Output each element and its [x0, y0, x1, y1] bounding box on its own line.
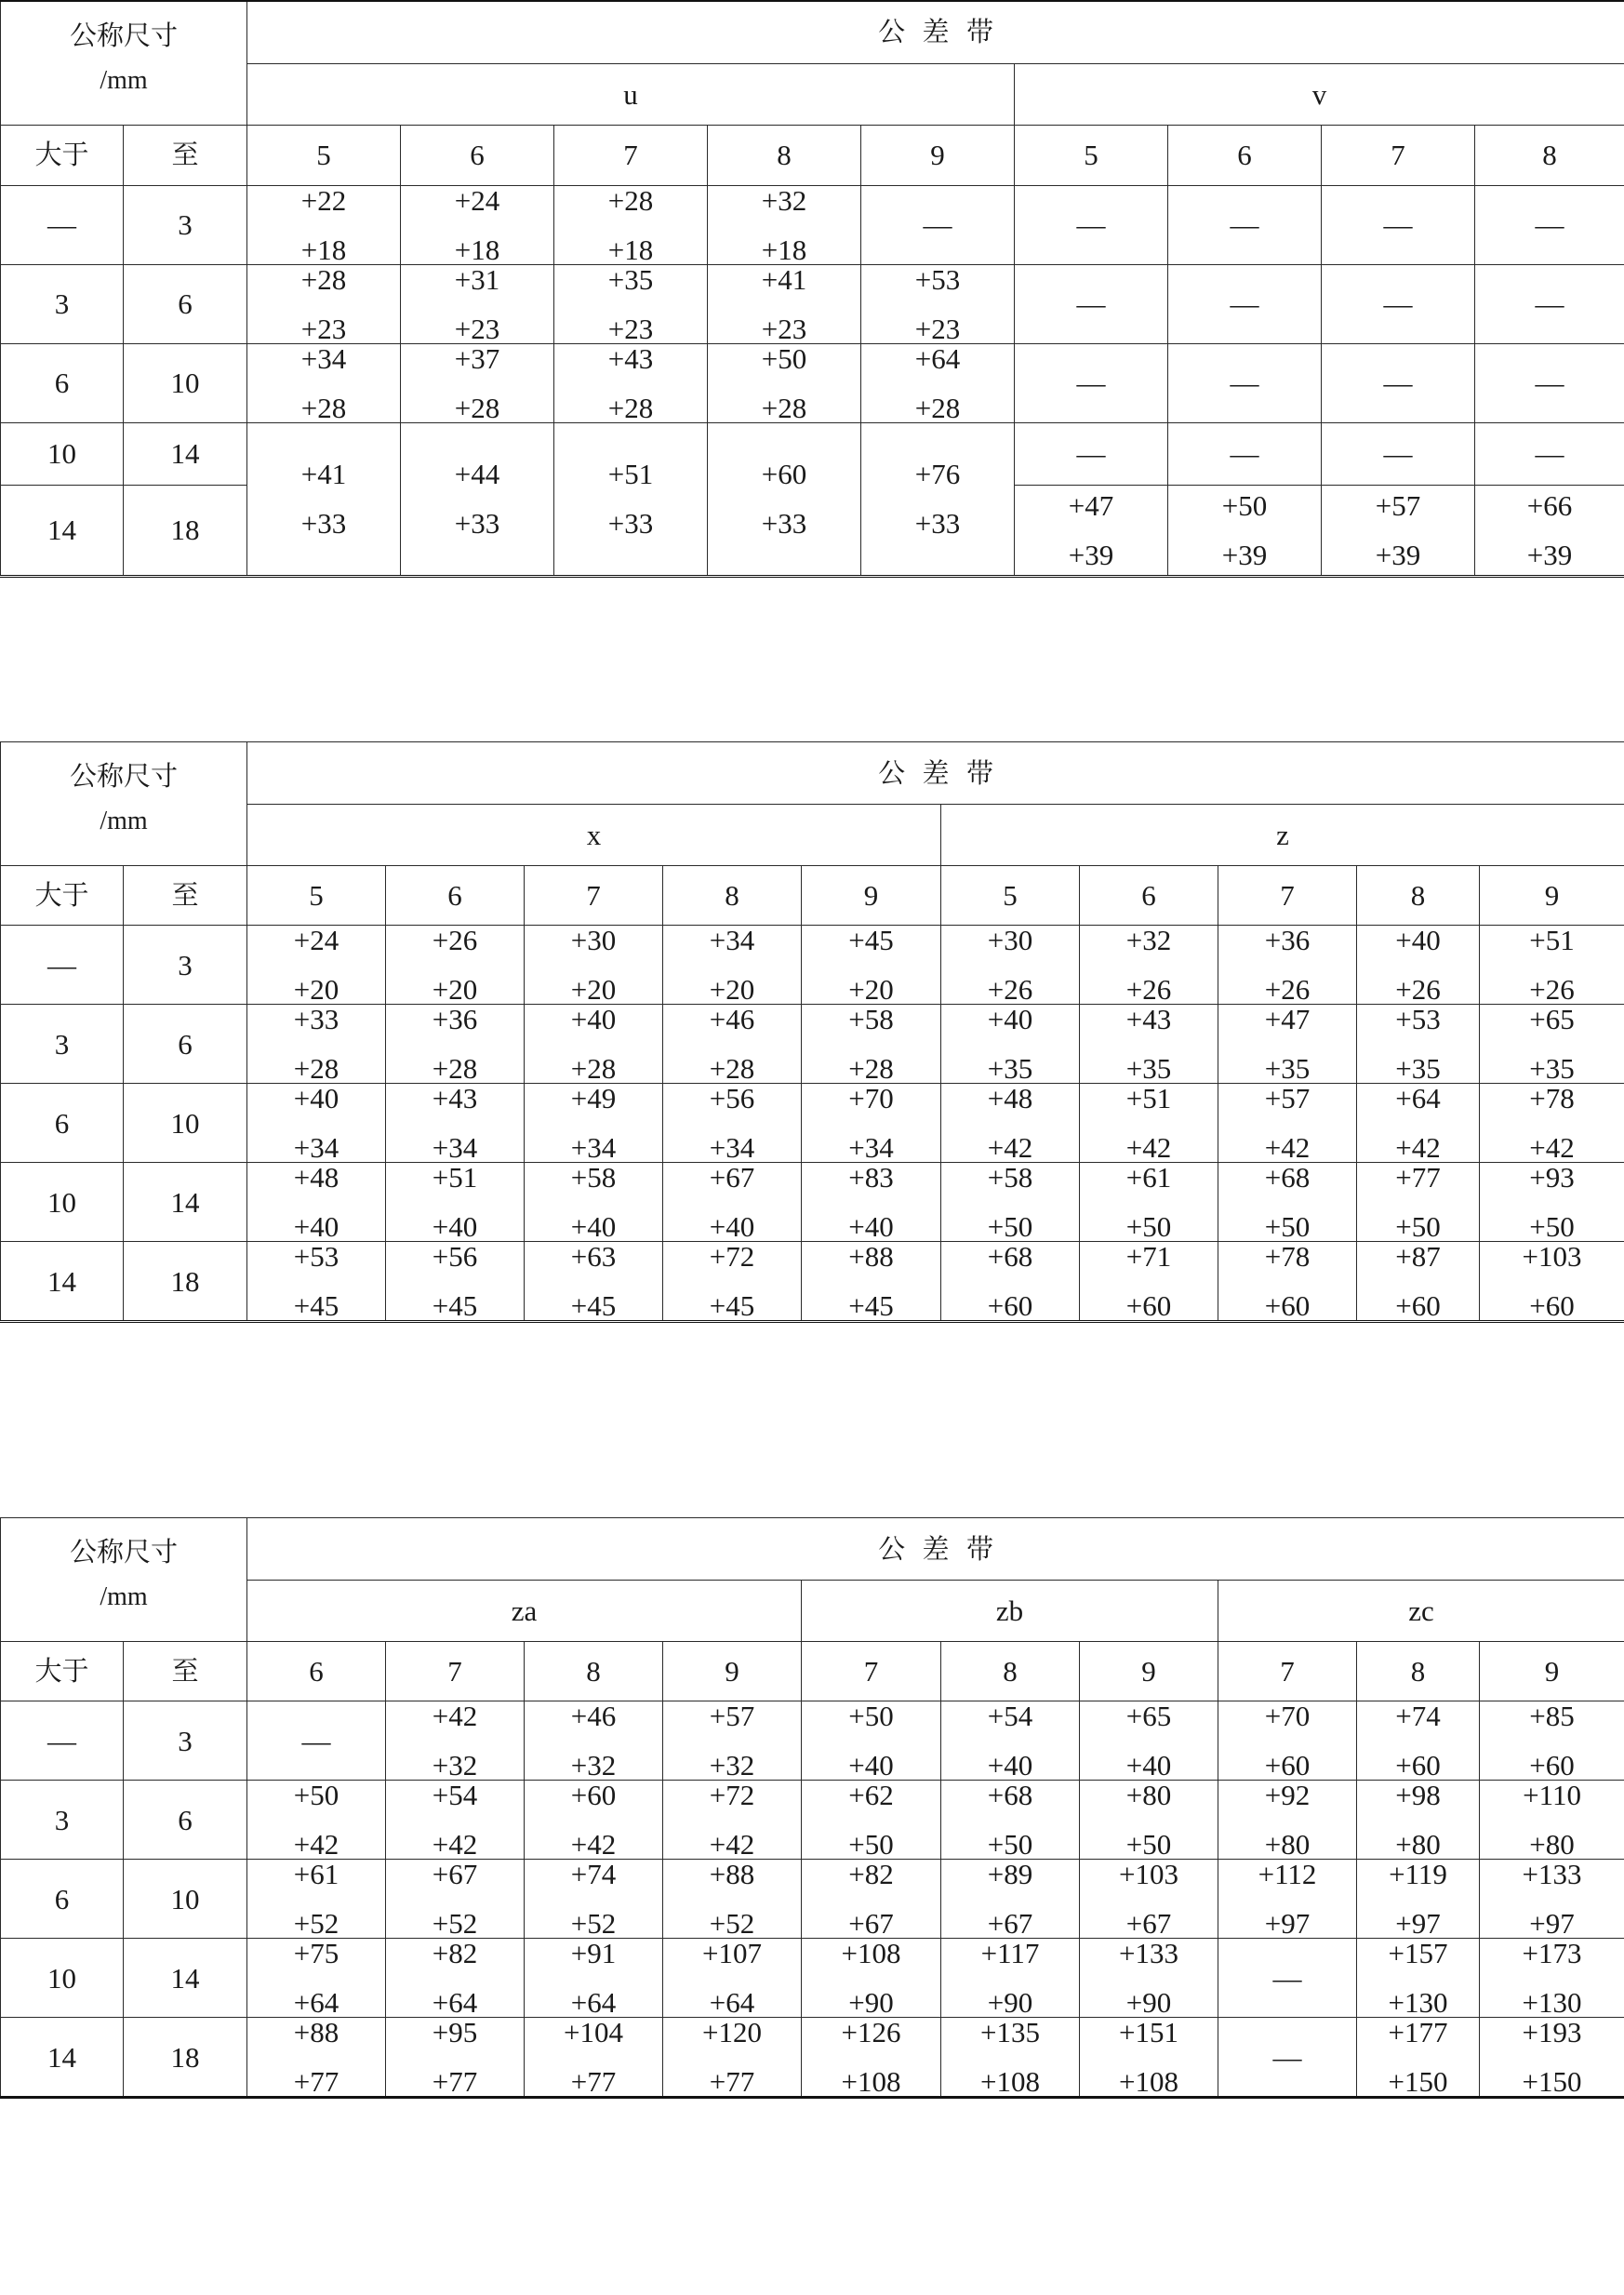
- size-to: 10: [124, 1084, 247, 1163]
- tol-cell: +50 +39: [1168, 485, 1322, 576]
- size-to: 18: [124, 2018, 247, 2098]
- grade-header: 7: [1322, 125, 1475, 185]
- tol-cell: +193 +150: [1480, 2018, 1624, 2098]
- grade-header: 9: [1480, 866, 1624, 926]
- col-over-header: 大于: [1, 866, 124, 926]
- table-row: [1, 1242, 1624, 1322]
- tol-cell: +63 +45: [525, 1242, 663, 1322]
- tol-cell: +108 +90: [802, 1939, 941, 2018]
- tol-cell-empty: —: [1475, 422, 1624, 485]
- tol-cell: +58 +40: [525, 1163, 663, 1242]
- tol-cell: +22 +18: [247, 185, 401, 264]
- size-to: 10: [124, 343, 247, 422]
- group-header-zc: zc: [1218, 1581, 1624, 1642]
- grade-header-row: [1, 125, 1624, 185]
- tol-cell: +64 +42: [1357, 1084, 1480, 1163]
- tolerance-table-za-zb-zc: [0, 1517, 1624, 2099]
- size-over: 6: [1, 1860, 124, 1939]
- grade-header: 8: [708, 125, 861, 185]
- tol-cell: +35 +23: [554, 264, 708, 343]
- tol-cell: +58 +28: [802, 1005, 941, 1084]
- tol-cell: +71 +60: [1080, 1242, 1218, 1322]
- tolerance-table-u-v: [0, 0, 1624, 578]
- size-over: 14: [1, 485, 124, 576]
- tol-cell: +47 +35: [1218, 1005, 1357, 1084]
- tol-cell: +70 +34: [802, 1084, 941, 1163]
- nominal-size-header: 公称尺寸 /mm: [1, 742, 247, 866]
- tol-cell: +42 +32: [386, 1701, 525, 1781]
- size-to: 14: [124, 1163, 247, 1242]
- group-header-zb: zb: [802, 1581, 1218, 1642]
- tol-cell-empty: —: [1168, 185, 1322, 264]
- col-over-header: 大于: [1, 125, 124, 185]
- group-header-x: x: [247, 805, 941, 866]
- tol-cell-empty: —: [1322, 264, 1475, 343]
- tol-cell: +51 +33: [554, 422, 708, 576]
- tol-cell: +85 +60: [1480, 1701, 1624, 1781]
- tol-cell: +28 +23: [247, 264, 401, 343]
- tol-cell-empty: —: [1475, 343, 1624, 422]
- table-row: [1, 2018, 1624, 2098]
- table-row: [1, 1005, 1624, 1084]
- grade-header: 9: [1480, 1642, 1624, 1701]
- tol-cell: +40 +26: [1357, 926, 1480, 1005]
- grade-header: 6: [1168, 125, 1322, 185]
- tol-cell: +53 +35: [1357, 1005, 1480, 1084]
- grade-header: 9: [663, 1642, 802, 1701]
- group-header-za: za: [247, 1581, 802, 1642]
- tol-cell: +60 +33: [708, 422, 861, 576]
- tol-cell: +36 +26: [1218, 926, 1357, 1005]
- grade-header: 8: [1357, 1642, 1480, 1701]
- size-over: 10: [1, 1939, 124, 2018]
- tol-cell: +133 +97: [1480, 1860, 1624, 1939]
- tolerance-band-title: 公 差 带: [247, 1518, 1624, 1581]
- table-row: [1, 1084, 1624, 1163]
- tol-cell: +32 +18: [708, 185, 861, 264]
- tol-cell: +26 +20: [386, 926, 525, 1005]
- tol-cell: +98 +80: [1357, 1781, 1480, 1860]
- tol-cell: +41 +23: [708, 264, 861, 343]
- col-to-header: 至: [124, 125, 247, 185]
- tol-cell-empty: —: [1015, 185, 1168, 264]
- tol-cell-empty: —: [1322, 185, 1475, 264]
- tol-cell: +57 +39: [1322, 485, 1475, 576]
- tol-cell: +47 +39: [1015, 485, 1168, 576]
- tol-cell: +76 +33: [861, 422, 1015, 576]
- tol-cell: +126 +108: [802, 2018, 941, 2098]
- tol-cell: +62 +50: [802, 1781, 941, 1860]
- table-row: [1, 1939, 1624, 2018]
- grade-header: 7: [554, 125, 708, 185]
- tol-cell: +151 +108: [1080, 2018, 1218, 2098]
- size-over: 10: [1, 422, 124, 485]
- grade-header: 9: [861, 125, 1015, 185]
- tol-cell: +64 +28: [861, 343, 1015, 422]
- table-row: [1, 1701, 1624, 1781]
- tol-cell: +68 +60: [941, 1242, 1080, 1322]
- tol-cell: +40 +35: [941, 1005, 1080, 1084]
- tol-cell: +88 +45: [802, 1242, 941, 1322]
- size-over: —: [1, 926, 124, 1005]
- tol-cell: +68 +50: [1218, 1163, 1357, 1242]
- table-row: [1, 343, 1624, 422]
- tol-cell: +95 +77: [386, 2018, 525, 2098]
- size-over: 6: [1, 1084, 124, 1163]
- tol-cell: +104 +77: [525, 2018, 663, 2098]
- tol-cell: +72 +42: [663, 1781, 802, 1860]
- table-row: [1, 1781, 1624, 1860]
- nominal-size-header: 公称尺寸 /mm: [1, 1, 247, 125]
- tol-cell: +43 +28: [554, 343, 708, 422]
- size-over: —: [1, 1701, 124, 1781]
- tol-cell: +133 +90: [1080, 1939, 1218, 2018]
- tol-cell: +53 +23: [861, 264, 1015, 343]
- tol-cell: +43 +34: [386, 1084, 525, 1163]
- tol-cell: +173 +130: [1480, 1939, 1624, 2018]
- tol-cell: +78 +42: [1480, 1084, 1624, 1163]
- grade-header: 7: [802, 1642, 941, 1701]
- grade-header: 7: [525, 866, 663, 926]
- tol-cell: +65 +40: [1080, 1701, 1218, 1781]
- tol-cell: +43 +35: [1080, 1005, 1218, 1084]
- tol-cell: +46 +28: [663, 1005, 802, 1084]
- tol-cell-empty: —: [1322, 422, 1475, 485]
- tol-cell: +41 +33: [247, 422, 401, 576]
- tol-cell: +24 +18: [401, 185, 554, 264]
- tol-cell: +57 +42: [1218, 1084, 1357, 1163]
- tol-cell-empty: —: [1475, 185, 1624, 264]
- col-over-header: 大于: [1, 1642, 124, 1701]
- tol-cell: +70 +60: [1218, 1701, 1357, 1781]
- tol-cell: +89 +67: [941, 1860, 1080, 1939]
- tol-cell: +56 +34: [663, 1084, 802, 1163]
- tol-cell: +50 +40: [802, 1701, 941, 1781]
- tol-cell: +24 +20: [247, 926, 386, 1005]
- tolerance-band-title: 公 差 带: [247, 742, 1624, 805]
- tol-cell: +36 +28: [386, 1005, 525, 1084]
- grade-header: 5: [941, 866, 1080, 926]
- col-to-header: 至: [124, 1642, 247, 1701]
- tol-cell: +51 +40: [386, 1163, 525, 1242]
- tol-cell-empty: —: [1218, 2018, 1357, 2098]
- tol-cell: +91 +64: [525, 1939, 663, 2018]
- tol-cell: +77 +50: [1357, 1163, 1480, 1242]
- tol-cell: +88 +52: [663, 1860, 802, 1939]
- tol-cell-empty: —: [1015, 422, 1168, 485]
- grade-header: 7: [1218, 1642, 1357, 1701]
- tol-cell: +177 +150: [1357, 2018, 1480, 2098]
- grade-header: 5: [1015, 125, 1168, 185]
- tol-cell: +44 +33: [401, 422, 554, 576]
- grade-header: 6: [247, 1642, 386, 1701]
- tol-cell: +135 +108: [941, 2018, 1080, 2098]
- tol-cell-empty: —: [1168, 264, 1322, 343]
- size-over: 3: [1, 1781, 124, 1860]
- grade-header: 5: [247, 866, 386, 926]
- tol-cell-empty: —: [1168, 422, 1322, 485]
- tol-cell: +57 +32: [663, 1701, 802, 1781]
- tol-cell: +30 +26: [941, 926, 1080, 1005]
- grade-header: 8: [1475, 125, 1624, 185]
- tol-cell: +67 +52: [386, 1860, 525, 1939]
- tol-cell: +33 +28: [247, 1005, 386, 1084]
- size-to: 6: [124, 1781, 247, 1860]
- size-to: 14: [124, 422, 247, 485]
- tol-cell: +40 +34: [247, 1084, 386, 1163]
- size-over: —: [1, 185, 124, 264]
- tol-cell: +66 +39: [1475, 485, 1624, 576]
- tol-cell: +56 +45: [386, 1242, 525, 1322]
- size-over: 6: [1, 343, 124, 422]
- tol-cell: +60 +42: [525, 1781, 663, 1860]
- tol-cell: +74 +60: [1357, 1701, 1480, 1781]
- grade-header: 7: [1218, 866, 1357, 926]
- tol-cell: +48 +40: [247, 1163, 386, 1242]
- tol-cell: +75 +64: [247, 1939, 386, 2018]
- tol-cell: +103 +67: [1080, 1860, 1218, 1939]
- tol-cell: +37 +28: [401, 343, 554, 422]
- col-to-header: 至: [124, 866, 247, 926]
- grade-header: 6: [401, 125, 554, 185]
- tol-cell: +92 +80: [1218, 1781, 1357, 1860]
- tol-cell: +93 +50: [1480, 1163, 1624, 1242]
- tol-cell: +34 +28: [247, 343, 401, 422]
- tol-cell: +68 +50: [941, 1781, 1080, 1860]
- size-to: 3: [124, 1701, 247, 1781]
- tol-cell: +30 +20: [525, 926, 663, 1005]
- tol-cell: +54 +40: [941, 1701, 1080, 1781]
- tol-cell-empty: —: [1168, 343, 1322, 422]
- grade-header: 8: [1357, 866, 1480, 926]
- grade-header: 7: [386, 1642, 525, 1701]
- tol-cell: +40 +28: [525, 1005, 663, 1084]
- grade-header: 8: [941, 1642, 1080, 1701]
- grade-header-row: [1, 866, 1624, 926]
- size-to: 6: [124, 1005, 247, 1084]
- tol-cell: +32 +26: [1080, 926, 1218, 1005]
- tol-cell: +83 +40: [802, 1163, 941, 1242]
- table-row: [1, 1163, 1624, 1242]
- grade-header: 6: [386, 866, 525, 926]
- grade-header: 9: [1080, 1642, 1218, 1701]
- tol-cell-empty: —: [1322, 343, 1475, 422]
- tol-cell-empty: —: [1475, 264, 1624, 343]
- table-row: [1, 1860, 1624, 1939]
- tol-cell: +51 +26: [1480, 926, 1624, 1005]
- group-header-v: v: [1015, 63, 1624, 125]
- size-over: 14: [1, 2018, 124, 2098]
- tol-cell: +107 +64: [663, 1939, 802, 2018]
- tol-cell-empty: —: [861, 185, 1015, 264]
- tol-cell: +88 +77: [247, 2018, 386, 2098]
- size-to: 14: [124, 1939, 247, 2018]
- size-to: 3: [124, 926, 247, 1005]
- size-to: 6: [124, 264, 247, 343]
- tol-cell: +157 +130: [1357, 1939, 1480, 2018]
- size-to: 18: [124, 485, 247, 576]
- group-header-u: u: [247, 63, 1015, 125]
- grade-header-row: [1, 1642, 1624, 1701]
- tol-cell: +53 +45: [247, 1242, 386, 1322]
- tolerance-table-x-z: [0, 741, 1624, 1323]
- size-over: 3: [1, 264, 124, 343]
- tol-cell: +46 +32: [525, 1701, 663, 1781]
- tol-cell: +67 +40: [663, 1163, 802, 1242]
- tol-cell: +48 +42: [941, 1084, 1080, 1163]
- tol-cell-empty: —: [1015, 264, 1168, 343]
- tol-cell: +117 +90: [941, 1939, 1080, 2018]
- grade-header: 5: [247, 125, 401, 185]
- group-header-z: z: [941, 805, 1624, 866]
- tol-cell-empty: —: [247, 1701, 386, 1781]
- tol-cell: +61 +50: [1080, 1163, 1218, 1242]
- tol-cell: +61 +52: [247, 1860, 386, 1939]
- tol-cell: +119 +97: [1357, 1860, 1480, 1939]
- grade-header: 6: [1080, 866, 1218, 926]
- size-over: 3: [1, 1005, 124, 1084]
- tol-cell: +49 +34: [525, 1084, 663, 1163]
- tol-cell: +103 +60: [1480, 1242, 1624, 1322]
- tol-cell: +87 +60: [1357, 1242, 1480, 1322]
- tol-cell-empty: —: [1218, 1939, 1357, 2018]
- tol-cell: +58 +50: [941, 1163, 1080, 1242]
- tol-cell: +28 +18: [554, 185, 708, 264]
- tol-cell: +78 +60: [1218, 1242, 1357, 1322]
- size-to: 18: [124, 1242, 247, 1322]
- grade-header: 8: [525, 1642, 663, 1701]
- tol-cell: +50 +42: [247, 1781, 386, 1860]
- tol-cell: +72 +45: [663, 1242, 802, 1322]
- tol-cell: +51 +42: [1080, 1084, 1218, 1163]
- tol-cell-empty: —: [1015, 343, 1168, 422]
- size-to: 3: [124, 185, 247, 264]
- size-over: 10: [1, 1163, 124, 1242]
- grade-header: 9: [802, 866, 941, 926]
- size-over: 14: [1, 1242, 124, 1322]
- tolerance-band-title: 公 差 带: [247, 1, 1624, 63]
- tol-cell: +50 +28: [708, 343, 861, 422]
- nominal-size-header: 公称尺寸 /mm: [1, 1518, 247, 1642]
- tol-cell: +82 +67: [802, 1860, 941, 1939]
- tol-cell: +65 +35: [1480, 1005, 1624, 1084]
- tol-cell: +112 +97: [1218, 1860, 1357, 1939]
- table-row: [1, 422, 1624, 485]
- tol-cell: +74 +52: [525, 1860, 663, 1939]
- tol-cell: +31 +23: [401, 264, 554, 343]
- table-row: [1, 926, 1624, 1005]
- grade-header: 8: [663, 866, 802, 926]
- tol-cell: +82 +64: [386, 1939, 525, 2018]
- tol-cell: +45 +20: [802, 926, 941, 1005]
- tol-cell: +120 +77: [663, 2018, 802, 2098]
- table-row: [1, 185, 1624, 264]
- tol-cell: +110 +80: [1480, 1781, 1624, 1860]
- tol-cell: +54 +42: [386, 1781, 525, 1860]
- size-to: 10: [124, 1860, 247, 1939]
- tol-cell: +80 +50: [1080, 1781, 1218, 1860]
- tol-cell: +34 +20: [663, 926, 802, 1005]
- table-row: [1, 264, 1624, 343]
